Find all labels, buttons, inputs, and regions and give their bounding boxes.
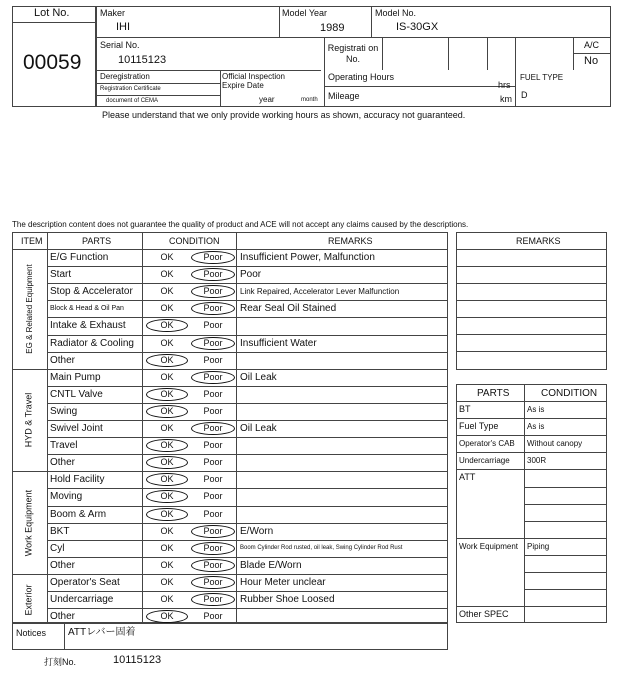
condition-poor[interactable]: Poor: [203, 286, 223, 297]
condition-poor[interactable]: Poor: [203, 252, 223, 262]
selected-condition-oval: [146, 610, 188, 623]
condition-poor[interactable]: Poor: [203, 542, 223, 553]
notices-value: ATTレバー固着: [68, 627, 136, 638]
fuel-type-label: FUEL TYPE: [520, 73, 564, 82]
part-name: Boom & Arm: [50, 508, 107, 520]
condition-ok[interactable]: OK: [160, 611, 174, 622]
ac-value: No: [584, 55, 599, 67]
selected-condition-oval: [146, 439, 188, 452]
remark-text: Oil Leak: [240, 371, 277, 383]
condition-ok[interactable]: OK: [160, 542, 174, 553]
condition-poor[interactable]: Poor: [203, 440, 223, 451]
selected-condition-oval: [191, 371, 235, 384]
stamp-label: 打刻No.: [44, 657, 77, 667]
spec-condition: Without canopy: [527, 439, 583, 449]
condition-ok[interactable]: OK: [160, 508, 174, 519]
condition-ok[interactable]: OK: [160, 525, 174, 536]
registration-certificate-label: Registration Certificate: [100, 86, 161, 92]
part-name: Radiator & Cooling: [50, 337, 134, 349]
registration-label: Registrati on No.: [327, 43, 379, 64]
condition-ok[interactable]: OK: [160, 269, 174, 280]
lot-label: Lot No.: [34, 7, 70, 19]
spec-condition: As is: [527, 422, 545, 432]
stamp-value: 10115123: [113, 654, 162, 666]
mileage-label: Mileage: [328, 91, 360, 101]
condition-poor[interactable]: Poor: [203, 423, 223, 433]
part-name: Other: [50, 559, 76, 571]
remark-text: Poor: [240, 269, 262, 281]
km-label: km: [500, 94, 512, 104]
condition-ok[interactable]: OK: [160, 252, 174, 262]
condition-poor[interactable]: Poor: [203, 576, 223, 587]
condition-ok[interactable]: OK: [160, 405, 174, 416]
selected-condition-oval: [146, 508, 188, 521]
part-name: CNTL Valve: [50, 388, 103, 400]
selected-condition-oval: [191, 251, 235, 264]
part-name: Hold Facility: [50, 474, 105, 486]
maker-value: IHI: [116, 21, 131, 33]
ac-label: A/C: [584, 40, 600, 50]
month-label: month: [301, 97, 318, 103]
spec-part: Other SPEC: [459, 609, 509, 620]
selected-condition-oval: [191, 422, 235, 435]
condition-poor[interactable]: Poor: [203, 405, 223, 416]
inspection-label-1: Official Inspection: [222, 72, 285, 81]
spec-part: BT: [459, 404, 471, 414]
part-name: Undercarriage: [50, 594, 114, 605]
condition-ok[interactable]: OK: [160, 320, 174, 331]
item-header: ITEM: [21, 236, 43, 246]
selected-condition-oval: [191, 593, 235, 606]
condition-header: CONDITION: [169, 236, 220, 246]
part-name: Intake & Exhaust: [50, 320, 126, 332]
condition-ok[interactable]: OK: [160, 354, 174, 365]
condition-poor[interactable]: Poor: [203, 559, 223, 570]
selected-condition-oval: [191, 337, 235, 350]
remark-text: Oil Leak: [240, 423, 277, 434]
part-name: Main Pump: [50, 371, 101, 383]
part-name: Other: [50, 354, 76, 366]
condition-ok[interactable]: OK: [160, 491, 174, 502]
right-remarks-header: REMARKS: [516, 236, 561, 246]
part-name: Travel: [50, 440, 78, 452]
selected-condition-oval: [146, 354, 188, 367]
condition-poor[interactable]: Poor: [203, 508, 223, 519]
remarks-header: REMARKS: [328, 236, 373, 246]
remark-text: Rear Seal Oil Stained: [240, 303, 337, 315]
model-year-label: Model Year: [282, 8, 328, 18]
remark-text: Hour Meter unclear: [240, 576, 326, 588]
group-label: EG & Related Equipment: [24, 264, 34, 354]
condition-poor[interactable]: Poor: [203, 457, 223, 468]
spec-condition-header: CONDITION: [541, 388, 598, 399]
spec-condition: 300R: [527, 456, 547, 466]
selected-condition-oval: [146, 388, 188, 401]
model-year-value: 1989: [320, 22, 345, 34]
spec-part: Undercarriage: [459, 456, 510, 466]
condition-ok[interactable]: OK: [160, 388, 174, 399]
remark-text: E/Worn: [240, 525, 274, 537]
spec-parts-header: PARTS: [477, 388, 510, 399]
part-name: Start: [50, 269, 72, 281]
condition-poor[interactable]: Poor: [203, 269, 223, 280]
selected-condition-oval: [191, 268, 235, 281]
selected-condition-oval: [191, 542, 235, 555]
part-name: Other: [50, 457, 76, 469]
serial-label: Serial No.: [100, 40, 140, 50]
serial-value: 10115123: [118, 54, 167, 66]
part-name: Swivel Joint: [50, 423, 103, 434]
spec-part: ATT: [459, 472, 476, 483]
remark-text: Rubber Shoe Loosed: [240, 594, 335, 605]
operating-hours-label: Operating Hours: [328, 72, 395, 82]
disclaimer: The description content does not guarantee the quality of product and ACE will not accept any claims caused by the descriptions.: [12, 220, 469, 229]
condition-ok[interactable]: OK: [160, 286, 174, 297]
year-label: year: [259, 95, 275, 104]
spec-condition: Piping: [527, 541, 550, 551]
condition-ok[interactable]: OK: [160, 423, 174, 433]
condition-ok[interactable]: OK: [160, 559, 174, 570]
selected-condition-oval: [191, 525, 235, 538]
selected-condition-oval: [191, 559, 235, 572]
model-no-value: IS-30GX: [396, 21, 439, 33]
group-label: Work Equipment: [23, 489, 34, 556]
remark-text: Boom Cylinder Rod rusted, oil leak, Swing Cylinder Rod Rust: [240, 544, 403, 551]
part-name: Operator's Seat: [50, 576, 120, 588]
condition-ok[interactable]: OK: [160, 303, 174, 314]
lot-number: 00059: [23, 51, 82, 74]
part-name: Cyl: [50, 542, 65, 554]
condition-ok[interactable]: OK: [160, 457, 174, 468]
condition-poor[interactable]: Poor: [203, 388, 223, 399]
part-name: Moving: [50, 491, 83, 503]
hrs-label: hrs: [498, 80, 511, 90]
selected-condition-oval: [191, 576, 235, 589]
condition-ok[interactable]: OK: [160, 594, 174, 604]
spec-part: Fuel Type: [459, 421, 499, 432]
condition-poor[interactable]: Poor: [203, 337, 223, 348]
remark-text: Insufficient Water: [240, 337, 317, 349]
condition-poor[interactable]: Poor: [203, 320, 223, 331]
condition-poor[interactable]: Poor: [203, 491, 223, 502]
condition-ok[interactable]: OK: [160, 371, 174, 382]
condition-poor[interactable]: Poor: [203, 303, 223, 314]
remark-text: Insufficient Power, Malfunction: [240, 252, 375, 263]
notices-label: Notices: [16, 628, 47, 638]
part-name: Block & Head & Oil Pan: [50, 305, 124, 313]
deregistration-label: Deregistration: [100, 72, 150, 81]
remark-text: Link Repaired, Accelerator Lever Malfunction: [240, 287, 400, 297]
cema-label: document of CEMA: [106, 98, 159, 104]
fuel-type-value: D: [521, 90, 528, 100]
remark-text: Blade E/Worn: [240, 559, 302, 571]
condition-ok[interactable]: OK: [160, 576, 174, 587]
group-label: Exterior: [23, 584, 34, 616]
spec-condition: As is: [527, 405, 545, 414]
condition-ok[interactable]: OK: [160, 474, 174, 485]
inspection-label-2: Expire Date: [222, 81, 264, 90]
working-hours-notice: Please understand that we only provide working hours as shown, accuracy not guaranteed.: [102, 110, 466, 120]
spec-part: Operator's CAB: [459, 439, 515, 449]
condition-poor[interactable]: Poor: [203, 474, 223, 485]
part-name: Swing: [50, 405, 78, 417]
condition-ok[interactable]: OK: [160, 337, 174, 348]
spec-part: Work Equipment: [459, 541, 518, 551]
parts-header: PARTS: [82, 236, 112, 246]
maker-label: Maker: [100, 8, 126, 18]
part-name: E/G Function: [50, 252, 109, 263]
part-name: BKT: [50, 525, 70, 537]
part-name: Other: [50, 611, 76, 623]
condition-ok[interactable]: OK: [160, 440, 174, 451]
condition-poor[interactable]: Poor: [203, 354, 223, 365]
selected-condition-oval: [146, 405, 188, 418]
condition-poor[interactable]: Poor: [203, 611, 223, 622]
condition-poor[interactable]: Poor: [203, 371, 223, 382]
part-name: Stop & Accelerator: [50, 286, 133, 298]
condition-poor[interactable]: Poor: [203, 525, 223, 536]
condition-poor[interactable]: Poor: [203, 594, 223, 604]
model-no-label: Model No.: [375, 8, 417, 18]
group-label: HYD & Travel: [23, 392, 34, 448]
